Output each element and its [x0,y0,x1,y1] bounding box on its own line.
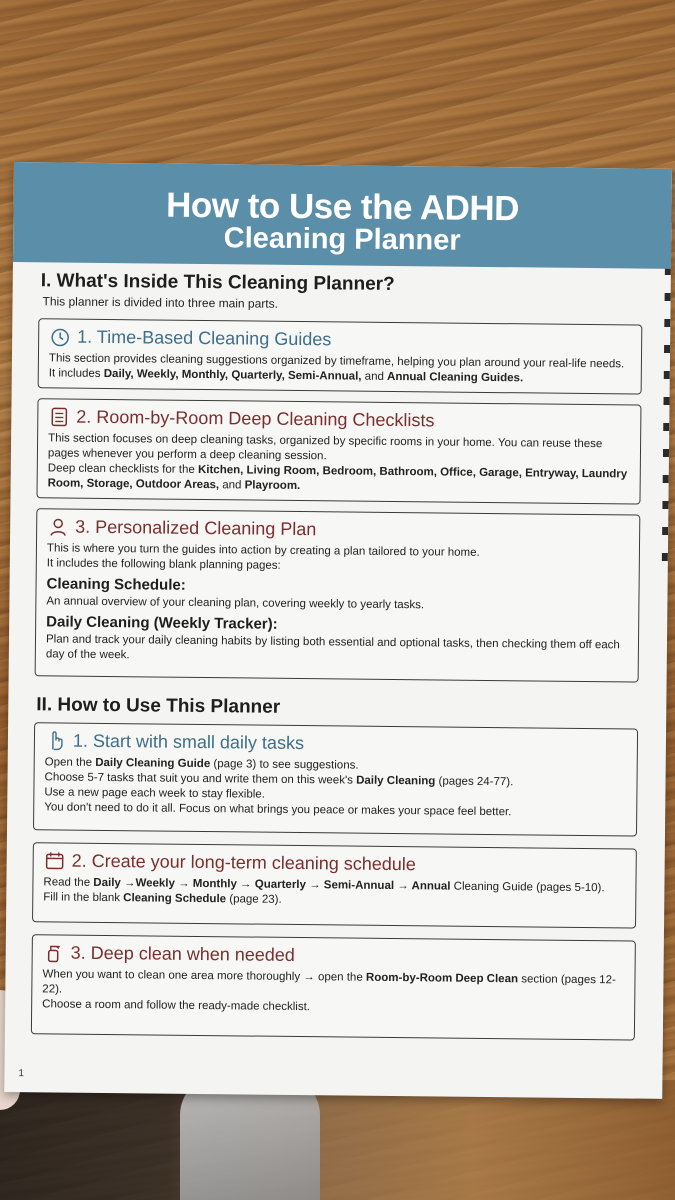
part-room-checklists [36,398,641,504]
part1-title: 1. Time-Based Cleaning Guides [77,326,332,349]
part1-text-b: Daily, Weekly, Monthly, Quarterly, Semi-Annual, [103,367,362,383]
background-shadow [0,1080,675,1200]
section2-heading: II. How to Use This Planner [36,694,281,718]
step1-line4: You don't need to do it all. Focus on what brings you peace or makes your space feel better. [44,801,512,819]
step3-l1b: Room-by-Room Deep Clean [365,971,519,986]
part3-text-a: This is where you turn the guides into action by creating a plan tailored to your home. [46,542,480,559]
calendar-icon [44,849,66,871]
part2-title-row [48,405,632,433]
part1-text-d: Annual Cleaning Guides. [387,370,524,385]
planner-page [4,162,672,1099]
step2-l2b: Cleaning Schedule [123,892,227,906]
part1-text-a: This section provides cleaning suggestions organized by timeframe, helping you plan around your real-life needs. It includes [48,352,625,380]
part1-text-c: and [361,370,388,383]
part1-text [49,351,633,387]
step2-l2a: Fill in the blank [43,891,124,905]
page-title-line1: How to Use the ADHD [165,185,520,229]
cleaning-schedule-heading: Cleaning Schedule: [46,575,186,594]
person-icon [47,515,69,537]
step1-title: 1. Start with small daily tasks [72,730,305,753]
step1-l1a: Open the [44,756,96,769]
part-personalized-plan [35,508,641,682]
step1-l1b: Daily Cleaning Guide [95,756,211,771]
hand-icon [45,729,67,751]
step3-title: 3. Deep clean when needed [70,942,296,965]
step3-line2: Choose a room and follow the ready-made checklist. [42,998,311,1014]
step-long-term-schedule [32,842,637,928]
section1-intro: This planner is divided into three main parts. [42,294,279,311]
step2-l2c: (page 23). [226,893,282,906]
part3-title: 3. Personalized Cleaning Plan [75,516,317,539]
part1-title-row [49,325,633,353]
part2-title: 2. Room-by-Room Deep Cleaning Checklists [76,406,435,430]
spray-bottle-icon [43,941,65,963]
step-small-daily-tasks [33,722,638,836]
section1-heading: I. What's Inside This Cleaning Planner? [40,270,395,295]
step3-l1c: section (pages 12-22). [42,973,616,996]
checklist-icon [48,405,70,427]
step3-title-row [43,941,627,969]
step3-l1a: When you want to clean one area more thoroughly → open the [42,968,367,984]
part2-text-a: This section focuses on deep cleaning tasks, organized by specific rooms in your home. You can reuse these pages whenever you perform a deep cleaning session. [47,432,603,463]
step1-title-row [45,729,629,757]
cleaning-schedule-text: An annual overview of your cleaning plan, covering weekly to yearly tasks. [46,595,425,612]
part2-text-b-line [48,461,632,497]
step2-l1a: Read the [43,876,94,889]
step-deep-clean [31,934,636,1040]
title-banner [13,162,672,269]
step2-title-row [44,849,628,877]
step2-l1b: Daily →Weekly → Monthly → Quarterly → Semi-Annual → Annual [93,876,451,893]
step1-line3: Use a new page each week to stay flexible. [44,786,265,801]
daily-cleaning-text: Plan and track your daily cleaning habits by listing both essential and optional tasks, then checking them off each day of the week. [45,633,620,662]
part2-text-d: and [219,479,245,492]
clock-icon [49,325,71,347]
part-time-based-guides [38,318,643,394]
part2-text-b: Deep clean checklists for the [47,462,199,476]
part3-title-row [47,515,631,543]
step1-l1c: (page 3) to see suggestions. [210,758,359,772]
step1-l2c: (pages 24-77). [435,775,514,789]
part2-text-e: Playroom. [244,479,301,493]
step1-l2b: Daily Cleaning [356,774,436,788]
step2-l1c: Cleaning Guide (pages 5-10). [450,880,605,895]
page-title-line2: Cleaning Planner [223,222,461,257]
part3-text-b: It includes the following blank planning pages: [46,557,281,572]
daily-cleaning-heading: Daily Cleaning (Weekly Tracker): [46,613,278,633]
part2-text-c: Kitchen, Living Room, Bedroom, Bathroom, Office, Garage, Entryway, Laundry Room, Storage, Outdoor Areas, [47,463,628,492]
step1-l2a: Choose 5-7 tasks that suit you and write them on this week's [44,771,357,787]
step2-title: 2. Create your long-term cleaning schedule [71,850,416,874]
page-number: 1 [18,1068,25,1080]
